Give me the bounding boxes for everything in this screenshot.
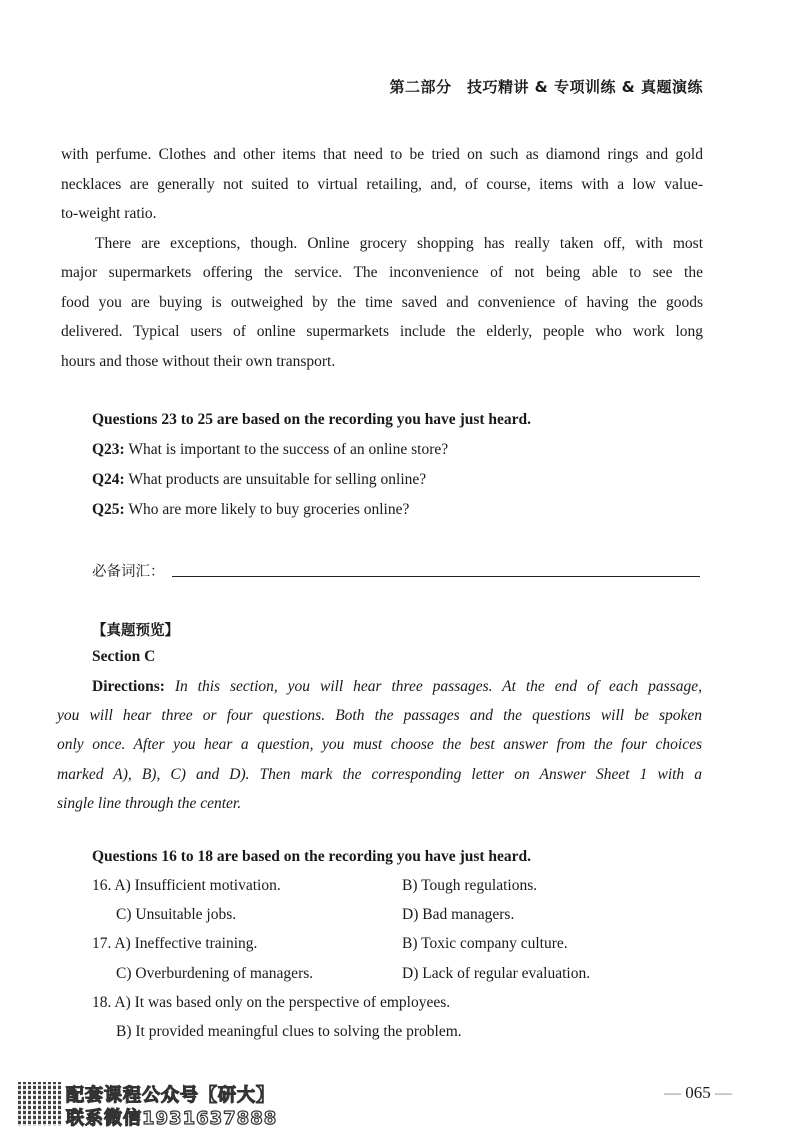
page-number-value: 065 [685, 1083, 711, 1102]
option-18b: B) It provided meaningful clues to solving the problem. [116, 1023, 462, 1040]
directions-line [92, 678, 702, 696]
question-item [92, 471, 426, 489]
passage-line: There are exceptions, though. Online grocery shopping has really taken off, with most [95, 235, 703, 252]
question-label: Q24: [92, 471, 125, 488]
directions-line: single line through the center. [57, 795, 242, 812]
question-label: Q25: [92, 501, 125, 518]
directions-line: marked A), B), C) and D). Then mark the corresponding letter on Answer Sheet 1 with a [57, 766, 702, 783]
passage-line: food you are buying is outweighed by the time saved and convenience of having the goods [61, 294, 703, 311]
directions-text: In this section, you will hear three passages. At the end of each passage, [164, 678, 702, 695]
passage-line: to-weight ratio. [61, 205, 157, 222]
directions-line: you will hear three or four questions. Both the passages and the questions will be spoken [57, 707, 702, 724]
question-item [92, 501, 409, 519]
qr-code-icon [18, 1082, 62, 1126]
option-17c: C) Overburdening of managers. [116, 965, 314, 982]
option-16d: D) Bad managers. [402, 906, 515, 923]
vocab-blank-line[interactable] [172, 576, 700, 577]
questions-heading: Questions 16 to 18 are based on the recording you have just heard. [92, 848, 532, 865]
page-number: — 065 — [664, 1083, 732, 1102]
passage-line: hours and those without their own transport. [61, 353, 336, 370]
directions-line: only once. After you hear a question, you must choose the best answer from the four choices [57, 736, 702, 753]
passage-line: delivered. Typical users of online supermarkets include the elderly, people who work long [61, 323, 703, 340]
option-18a: 18. A) It was based only on the perspective of employees. [92, 994, 451, 1011]
passage-line: major supermarkets offering the service. The inconvenience of not being able to see the [61, 264, 703, 281]
section-title: Section C [92, 648, 156, 665]
option-16c: C) Unsuitable jobs. [116, 906, 237, 923]
question-item [92, 441, 448, 459]
question-text: What products are unsuitable for selling online? [124, 471, 427, 488]
watermark-line: 联系微信1931637888 [66, 1108, 278, 1129]
option-16a: 16. A) Insufficient motivation. [92, 877, 281, 894]
running-header: 第二部分 技巧精讲 & 专项训练 & 真题演练 [389, 78, 703, 96]
option-17d: D) Lack of regular evaluation. [402, 965, 591, 982]
passage-line: with perfume. Clothes and other items that need to be tried on such as diamond rings and gold [61, 146, 703, 163]
watermark-line: 配套课程公众号【研大】 [66, 1085, 275, 1106]
question-label: Q23: [92, 441, 125, 458]
option-17b: B) Toxic company culture. [402, 935, 568, 952]
questions-heading: Questions 23 to 25 are based on the recording you have just heard. [92, 411, 532, 428]
directions-label: Directions: [92, 678, 165, 695]
passage-line: necklaces are generally not suited to virtual retailing, and, of course, items with a low value- [61, 176, 703, 193]
preview-heading: 【真题预览】 [92, 623, 179, 639]
question-text: Who are more likely to buy groceries online? [124, 501, 410, 518]
question-text: What is important to the success of an online store? [124, 441, 449, 458]
option-16b: B) Tough regulations. [402, 877, 538, 894]
vocab-label: 必备词汇： [92, 564, 165, 580]
option-17a: 17. A) Ineffective training. [92, 935, 258, 952]
